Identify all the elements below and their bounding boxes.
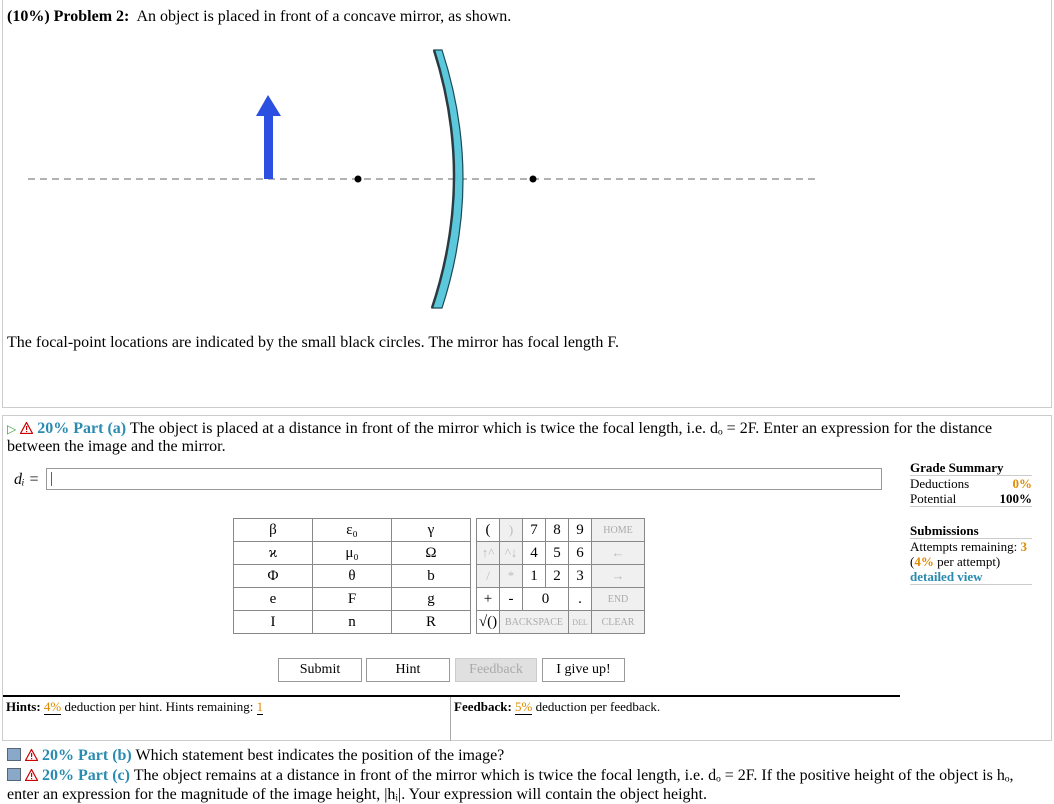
- text-caret: [51, 472, 52, 486]
- per-attempt-pct: 4%: [914, 554, 934, 569]
- problem-weight: (10%): [7, 8, 50, 25]
- part-b-text: Which statement best indicates the position of the image?: [135, 747, 505, 764]
- give-up-button[interactable]: I give up!: [542, 658, 625, 682]
- key-minus[interactable]: -: [500, 588, 523, 611]
- symbol-key[interactable]: F: [313, 588, 392, 611]
- key-divide[interactable]: /: [477, 565, 500, 588]
- key-9[interactable]: 9: [569, 519, 592, 542]
- part-b-title: 20% Part (b): [42, 747, 132, 764]
- answer-label: dᵢ =: [14, 471, 40, 488]
- divider: [450, 697, 451, 741]
- grade-summary: Grade Summary Deductions 0% Potential 100% Submissions Attempts remaining: 3 (4% per attempt) detailed view: [910, 460, 1032, 584]
- key-4[interactable]: 4: [523, 542, 546, 565]
- symbol-key[interactable]: g: [392, 588, 471, 611]
- symbol-key[interactable]: b: [392, 565, 471, 588]
- key-power-up[interactable]: ↑^: [477, 542, 500, 565]
- key-power-down[interactable]: ^↓: [500, 542, 523, 565]
- symbol-key[interactable]: n: [313, 611, 392, 634]
- key-clear[interactable]: CLEAR: [592, 611, 645, 634]
- key-sqrt[interactable]: √(): [477, 611, 500, 634]
- keypad: [476, 518, 645, 634]
- part-a-text: The object is placed at a distance in front of the mirror which is twice the focal length, i.e. dₒ = 2F. Enter an expression for the distance between the image and the mirror.: [7, 420, 993, 455]
- hints-text: deduction per hint. Hints remaining:: [64, 699, 254, 714]
- key-7[interactable]: 7: [523, 519, 546, 542]
- symbol-key[interactable]: ϰ: [234, 542, 313, 565]
- part-b-row[interactable]: [7, 746, 504, 765]
- key-decimal[interactable]: .: [569, 588, 592, 611]
- key-multiply[interactable]: *: [500, 565, 523, 588]
- warning-icon: [25, 749, 38, 761]
- problem-statement: An object is placed in front of a concave mirror, as shown.: [136, 8, 512, 25]
- key-1[interactable]: 1: [523, 565, 546, 588]
- collapse-icon[interactable]: [7, 768, 21, 781]
- key-5[interactable]: 5: [546, 542, 569, 565]
- per-attempt-text: per attempt): [937, 554, 1001, 569]
- object-arrow-shaft: [264, 112, 273, 179]
- potential-label: Potential: [910, 491, 957, 506]
- part-a-header: [7, 420, 1037, 456]
- hints-remaining: 1: [256, 699, 264, 714]
- symbol-palette: [233, 518, 471, 634]
- deductions-value: 0%: [1012, 476, 1032, 491]
- symbol-key[interactable]: Ω: [392, 542, 471, 565]
- hints-info: [6, 699, 263, 715]
- key-2[interactable]: 2: [546, 565, 569, 588]
- problem-title: Problem 2:: [53, 8, 130, 25]
- symbol-key[interactable]: μ₀: [313, 542, 392, 565]
- feedback-info: [454, 699, 660, 715]
- warning-icon: [20, 422, 33, 434]
- symbol-key[interactable]: Φ: [234, 565, 313, 588]
- hints-label: Hints:: [6, 699, 41, 714]
- key-end[interactable]: END: [592, 588, 645, 611]
- detailed-view-link[interactable]: detailed view: [910, 569, 983, 584]
- feedback-button[interactable]: Feedback: [455, 658, 537, 682]
- symbol-key[interactable]: γ: [392, 519, 471, 542]
- key-home[interactable]: HOME: [592, 519, 645, 542]
- hint-button[interactable]: Hint: [366, 658, 450, 682]
- warning-icon: [25, 769, 38, 781]
- symbol-key[interactable]: e: [234, 588, 313, 611]
- symbol-key[interactable]: β: [234, 519, 313, 542]
- part-c-title: 20% Part (c): [42, 767, 130, 784]
- focal-point-left: [355, 176, 362, 183]
- deductions-label: Deductions: [910, 476, 970, 491]
- key-right-arrow[interactable]: →: [592, 565, 645, 588]
- key-del[interactable]: DEL: [569, 611, 592, 634]
- expand-triangle-icon[interactable]: ▷: [7, 422, 17, 436]
- part-a-title: 20% Part (a): [37, 420, 127, 437]
- submit-button[interactable]: Submit: [278, 658, 362, 682]
- attempts-label: Attempts remaining:: [910, 539, 1018, 554]
- symbol-key[interactable]: R: [392, 611, 471, 634]
- collapse-icon[interactable]: [7, 748, 21, 761]
- key-close-paren[interactable]: ): [500, 519, 523, 542]
- feedback-text: deduction per feedback.: [535, 699, 661, 714]
- feedback-label: Feedback:: [454, 699, 512, 714]
- grade-summary-title: Grade Summary: [910, 460, 1032, 476]
- key-0[interactable]: 0: [523, 588, 569, 611]
- part-c-row[interactable]: [7, 766, 1047, 804]
- focal-description: The focal-point locations are indicated by the small black circles. The mirror has focal length F.: [7, 334, 619, 351]
- key-3[interactable]: 3: [569, 565, 592, 588]
- problem-header: [7, 8, 511, 26]
- potential-value: 100%: [999, 491, 1032, 506]
- key-8[interactable]: 8: [546, 519, 569, 542]
- symbol-key[interactable]: θ: [313, 565, 392, 588]
- key-open-paren[interactable]: (: [477, 519, 500, 542]
- key-backspace[interactable]: BACKSPACE: [500, 611, 569, 634]
- key-6[interactable]: 6: [569, 542, 592, 565]
- feedback-pct: 5%: [515, 699, 533, 714]
- symbol-key[interactable]: I: [234, 611, 313, 634]
- attempts-value: 3: [1020, 539, 1027, 554]
- key-left-arrow[interactable]: ←: [592, 542, 645, 565]
- submissions-title: Submissions: [910, 523, 1032, 539]
- focal-point-right: [530, 176, 537, 183]
- mirror-figure: [0, 40, 830, 320]
- part-c-text: The object remains at a distance in front of the mirror which is twice the focal length, i.e. dₒ = 2F. If the positive height of the object is hₒ, enter an expression for the magnitude of the image height, |hᵢ|. Your expression will contain the object height.: [7, 767, 1014, 803]
- hints-pct: 4%: [43, 699, 62, 714]
- object-arrow-head: [256, 95, 281, 116]
- key-plus[interactable]: +: [477, 588, 500, 611]
- symbol-key[interactable]: ε₀: [313, 519, 392, 542]
- answer-input[interactable]: [46, 468, 882, 490]
